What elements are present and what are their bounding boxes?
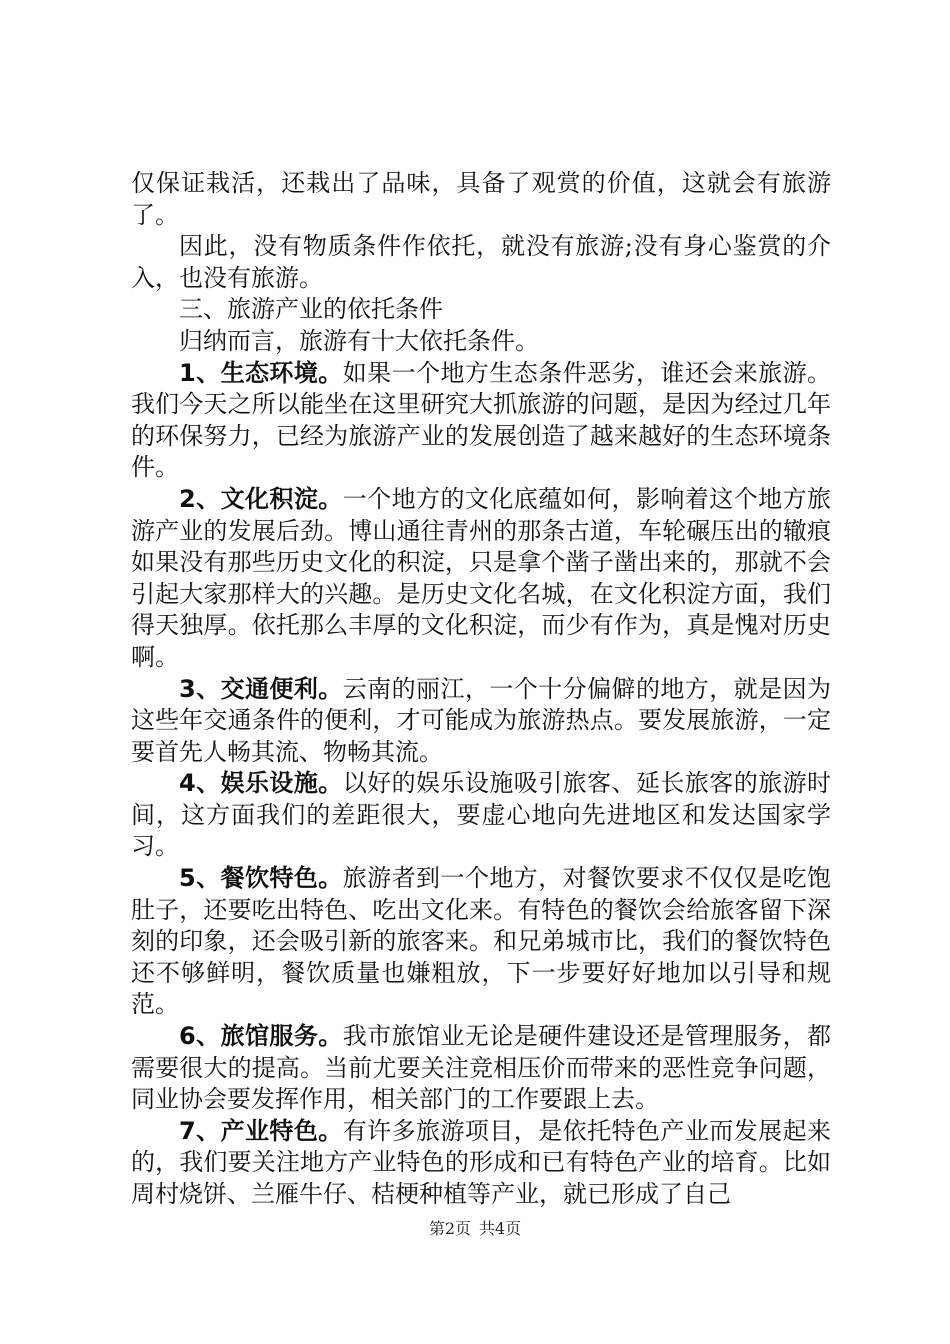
paragraph-summary: 归纳而言，旅游有十大依托条件。 (179, 326, 539, 355)
item-text: 一个地方的文化底蕴如何，影响着这个地方旅游产业的发展后劲。博山通往青州的那条古道，车轮碾压出的辙痕如果没有那些历史文化的积淀，只是拿个凿子凿出来的，那就不会引起大家那样大的兴趣。是历史文化名城，在文化积淀方面，我们得天独厚。依托那么丰厚的文化积淀，而少有作为，真是愧对历史啊。 (131, 484, 832, 671)
item-lead: 2、文化积淀。 (179, 484, 343, 513)
item-lead: 5、餐饮特色。 (179, 864, 343, 893)
item-text: 有许多旅游项目，是依托特色产业而发展起来的，我们要关注地方产业特色的形成和已有特色产业的培育。比如周村烧饼、兰雁牛仔、桔梗种植等产业，就已形成了自己 (131, 1116, 832, 1208)
paragraph-item-5 (131, 863, 831, 1021)
page-footer (0, 1216, 950, 1239)
item-text: 以好的娱乐设施吸引旅客、延长旅客的旅游时间，这方面我们的差距很大，要虚心地向先进地区和发达国家学习。 (131, 769, 832, 861)
item-lead: 6、旅馆服务。 (179, 1022, 343, 1051)
item-lead: 1、生态环境。 (179, 358, 343, 387)
paragraph-item-3 (131, 674, 831, 769)
paragraph-item-6 (131, 1021, 831, 1116)
item-text: 我市旅馆业无论是硬件建设还是管理服务，都需要很大的提高。当前尤要关注竞相压价而带来的恶性竞争问题，同业协会要发挥作用，相关部门的工作要跟上去。 (131, 1022, 832, 1114)
paragraph-item-1 (131, 358, 831, 484)
item-text: 如果一个地方生态条件恶劣，谁还会来旅游。我们今天之所以能坐在这里研究大抓旅游的问题，是因为经过几年的环保努力，已经为旅游产业的发展创造了越来越好的生态环境条件。 (131, 358, 832, 482)
item-lead: 3、交通便利。 (179, 674, 343, 703)
paragraph-item-7 (131, 1116, 831, 1211)
paragraph-conclusion: 因此，没有物质条件作依托，就没有旅游;没有身心鉴赏的介入，也没有旅游。 (131, 232, 831, 292)
section-heading: 三、旅游产业的依托条件 (179, 295, 443, 324)
page-number: 第2页 (428, 1219, 471, 1238)
item-lead: 7、产业特色。 (179, 1116, 343, 1145)
document-body (131, 168, 831, 1211)
paragraph-item-4 (131, 768, 831, 863)
paragraph-item-2 (131, 484, 831, 674)
paragraph-continued: 仅保证栽活，还栽出了品味，具备了观赏的价值，这就会有旅游了。 (131, 169, 831, 229)
item-text: 云南的丽江，一个十分偏僻的地方，就是因为这些年交通条件的便利，才可能成为旅游热点。要发展旅游，一定要首先人畅其流、物畅其流。 (131, 674, 832, 766)
page-total: 共4页 (479, 1219, 522, 1238)
item-lead: 4、娱乐设施。 (179, 769, 343, 798)
item-text: 旅游者到一个地方，对餐饮要求不仅仅是吃饱肚子，还要吃出特色、吃出文化来。有特色的餐饮会给旅客留下深刻的印象，还会吸引新的旅客来。和兄弟城市比，我们的餐饮特色还不够鲜明，餐饮质量也嫌粗放，下一步要好好地加以引导和规范。 (131, 864, 832, 1019)
